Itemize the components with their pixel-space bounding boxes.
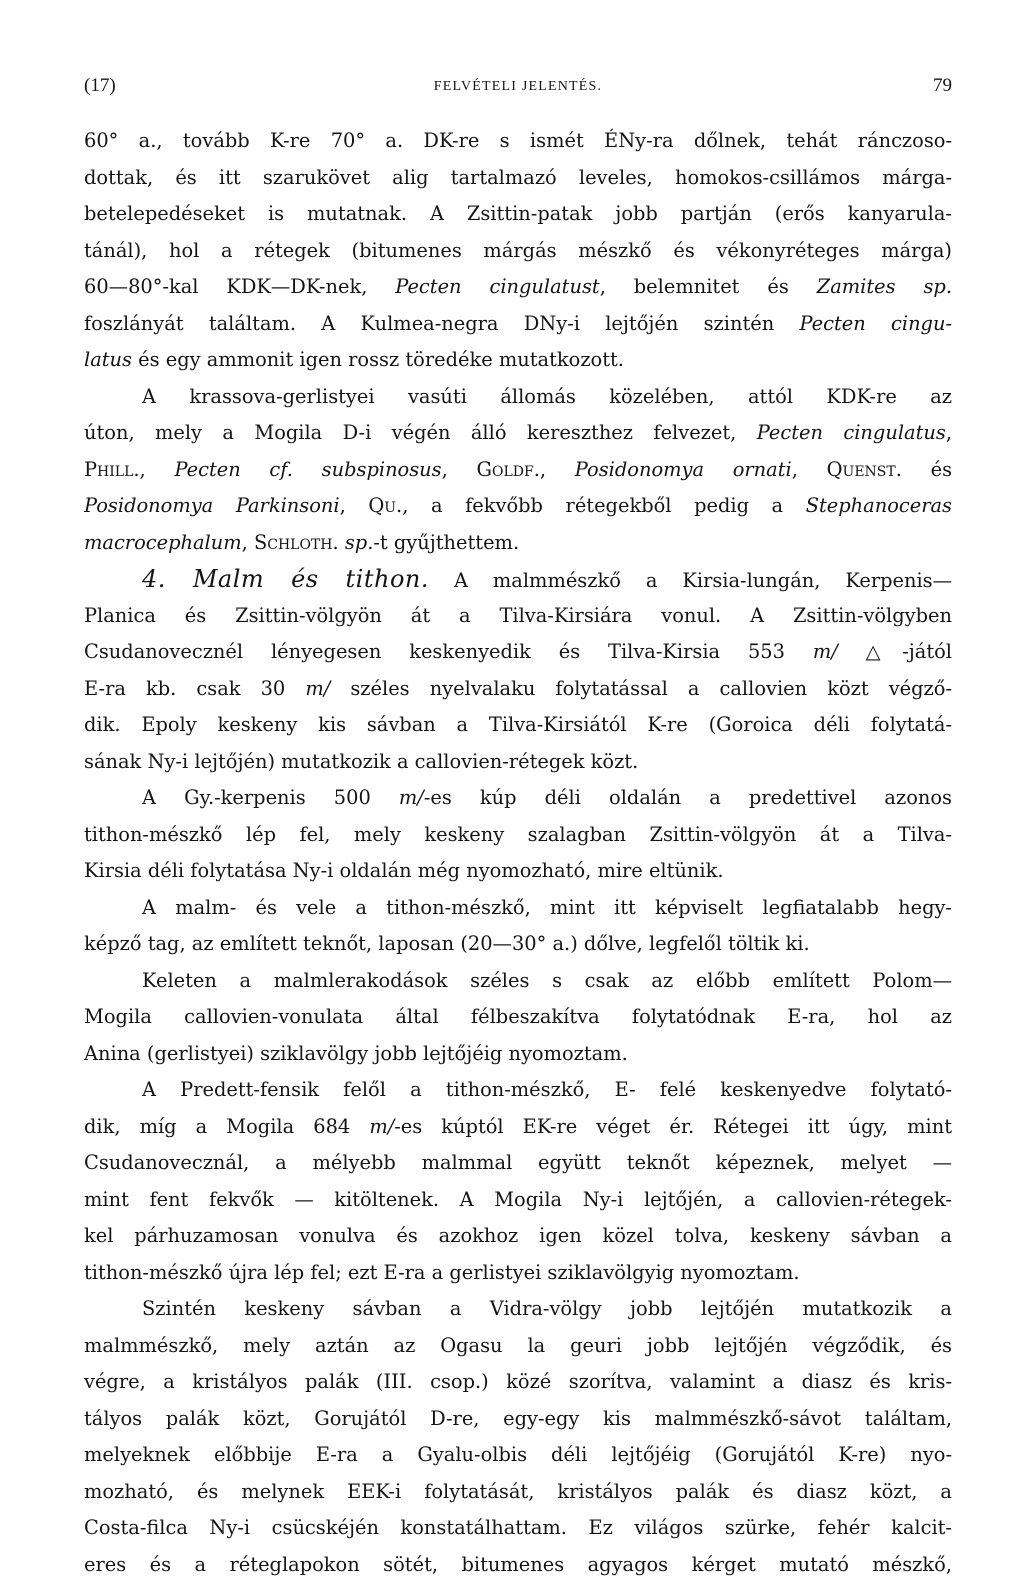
text-run: , (242, 531, 254, 554)
text-line (84, 233, 952, 270)
chapter-number: (17) (84, 73, 116, 99)
text-line (84, 1364, 952, 1401)
text-line (84, 1109, 952, 1146)
text-line (84, 342, 952, 379)
text-run: A malmmészkő a Kirsia-lungán, Kerpenis— (429, 569, 952, 592)
text-run: , a fekvőbb rétegekből pedig a (402, 494, 805, 517)
text-run: malmmészkő, mely aztán az Ogasu la geuri jobb lejtőjén végződik, és (84, 1334, 952, 1357)
text-run: dik. Epoly keskeny kis sávban a Tilva-Kirsiától K-re (Goroica déli folytatá- (84, 713, 952, 736)
text-run: és egy ammonit igen rossz töredéke mutatkozott. (132, 348, 624, 371)
text-run: Schloth. (254, 531, 339, 554)
text-line (84, 817, 952, 854)
text-line (84, 561, 952, 598)
text-run: és (902, 458, 952, 481)
text-run: Szintén keskeny sávban a Vidra-völgy jobb lejtőjén mutatkozik a (142, 1297, 952, 1320)
text-line (84, 634, 952, 671)
text-run: tithon-mészkő lép fel, mely keskeny szalagban Zsittin-völgyön át a Tilva- (84, 823, 952, 846)
text-run: végre, a kristályos palák (III. csop.) közé szorítva, valamint a diasz és kris- (84, 1370, 952, 1393)
text-run: tithon-mészkő újra lép fel; ezt E-ra a gerlistyei sziklavölgyig nyomoztam. (84, 1261, 800, 1284)
text-run: Pecten cingulatust (395, 275, 599, 298)
text-line (84, 379, 952, 416)
text-run: -es kúptól EK-re véget ér. Rétegei itt úgy, mint (394, 1115, 952, 1138)
text-line (84, 123, 952, 160)
text-line (84, 1401, 952, 1438)
text-run: A krassova-gerlistyei vasúti állomás közelében, attól KDK-re az (142, 385, 952, 408)
text-run: 60—80°-kal KDK—DK-nek, (84, 275, 395, 298)
text-run: betelepedéseket is mutatnak. A Zsittin-patak jobb partján (erős kanyarula- (84, 202, 952, 225)
text-run: Kirsia déli folytatása Ny-i oldalán még nyomozható, mire eltünik. (84, 859, 724, 882)
text-line (84, 707, 952, 744)
text-run: A Gy.-kerpenis 500 (142, 786, 399, 809)
text-run: m/ (305, 677, 330, 700)
text-run: dottak, és itt szarukövet alig tartalmazó leveles, homokos-csillámos márga- (84, 166, 952, 189)
body-text (84, 123, 952, 1583)
page-header (84, 73, 952, 99)
text-run: széles nyelvalaku folytatással a callovien közt végző- (330, 677, 952, 700)
text-line (84, 525, 952, 562)
text-run: , belemnitet és (600, 275, 817, 298)
text-run: -es kúp déli oldalán a predettivel azonos (424, 786, 952, 809)
text-run: Goldf. (477, 458, 540, 481)
text-line (84, 926, 952, 963)
text-run: Pecten cingulatus (757, 421, 946, 444)
text-line (84, 1072, 952, 1109)
text-line (84, 1182, 952, 1219)
text-line (84, 1218, 952, 1255)
text-run: Anina (gerlistyei) sziklavölgy jobb lejtőjéig nyomoztam. (84, 1042, 628, 1065)
text-line (84, 1145, 952, 1182)
text-line (84, 1547, 952, 1583)
text-run: Posidonomya Parkinsoni (84, 494, 340, 517)
text-line (84, 1328, 952, 1365)
text-line (84, 160, 952, 197)
text-run: , (946, 421, 952, 444)
text-run: △-jától (838, 640, 952, 663)
text-line (84, 269, 952, 306)
text-run: E-ra kb. csak 30 (84, 677, 305, 700)
text-run: tánál), hol a rétegek (bitumenes márgás mészkő és vékonyréteges márga) (84, 239, 952, 262)
text-run: sának Ny-i lejtőjén) mutatkozik a callovien-rétegek közt. (84, 750, 638, 773)
text-run: -t gyűjthettem. (373, 531, 519, 554)
text-run: 60° a., tovább K-re 70° a. DK-re s ismét ÉNy-ra dőlnek, tehát ránczoso- (84, 129, 952, 152)
text-run: Keleten a malmlerakodások széles s csak az előbb említett Polom— (142, 969, 952, 992)
text-run: Qu. (368, 494, 402, 517)
text-line (84, 963, 952, 1000)
text-line (84, 488, 952, 525)
text-run: , (540, 458, 575, 481)
text-run: sp. (345, 531, 374, 554)
text-line (84, 890, 952, 927)
text-run: mint fent fekvők — kitöltenek. A Mogila Ny-i lejtőjén, a callovien-rétegek- (84, 1188, 952, 1211)
text-line (84, 780, 952, 817)
text-run: Phill. (84, 458, 140, 481)
text-run: melyeknek előbbije E-ra a Gyalu-olbis déli lejtőjéig (Gorujától K-re) nyo- (84, 1443, 952, 1466)
text-run: , (340, 494, 369, 517)
text-line (84, 1036, 952, 1073)
text-run: foszlányát találtam. A Kulmea-negra DNy-i lejtőjén szintén (84, 312, 799, 335)
text-line (84, 196, 952, 233)
text-run: Csudanovecznél lényegesen keskenyedik és Tilva-Kirsia 553 (84, 640, 813, 663)
text-run: eres és a réteglapokon sötét, bitumenes agyagos kérget mutató mészkő, (84, 1553, 952, 1576)
text-run: Zamites sp. (817, 275, 952, 298)
text-line (84, 744, 952, 781)
text-run: , (140, 458, 175, 481)
text-line (84, 306, 952, 343)
text-run: A Predett-fensik felől a tithon-mészkő, E- felé keskenyedve folytató- (142, 1078, 952, 1101)
text-run: dik, míg a Mogila 684 (84, 1115, 369, 1138)
text-run: kel párhuzamosan vonulva és azokhoz igen közel tolva, keskeny sávban a (84, 1224, 952, 1247)
text-run: , (792, 458, 827, 481)
text-run: képző tag, az említett teknőt, laposan (20—30° a.) dőlve, legfelől töltik ki. (84, 932, 810, 955)
text-line (84, 671, 952, 708)
text-run: latus (84, 348, 132, 371)
text-line (84, 1291, 952, 1328)
text-run: tályos palák közt, Gorujától D-re, egy-egy kis malmmészkő-sávot találtam, (84, 1407, 952, 1430)
text-line (84, 415, 952, 452)
text-run: m/ (369, 1115, 394, 1138)
text-line (84, 1474, 952, 1511)
section-heading: 4. Malm és tithon. (142, 565, 429, 593)
text-run: Stephanoceras (806, 494, 952, 517)
text-line (84, 999, 952, 1036)
running-title: FELVÉTELI JELENTÉS. (84, 74, 952, 100)
page-number: 79 (933, 73, 952, 99)
text-run: Csudanovecznál, a mélyebb malmmal együtt teknőt képeznek, melyet — (84, 1151, 952, 1174)
text-line (84, 1510, 952, 1547)
text-run: mozható, és melynek EEK-i folytatását, kristályos palák és diasz közt, a (84, 1480, 952, 1503)
text-line (84, 853, 952, 890)
text-run: Mogila callovien-vonulata által félbeszakítva folytatódnak E-ra, hol az (84, 1005, 952, 1028)
text-run: Pecten cf. subspinosus (174, 458, 441, 481)
text-run: , (442, 458, 477, 481)
text-run: Pecten cingu- (799, 312, 952, 335)
text-line (84, 452, 952, 489)
text-line (84, 1255, 952, 1292)
text-run: úton, mely a Mogila D-i végén álló kereszthez felvezet, (84, 421, 757, 444)
text-run: Quenst. (827, 458, 902, 481)
text-run: A malm- és vele a tithon-mészkő, mint itt képviselt legfiatalabb hegy- (142, 896, 952, 919)
text-run: Costa-filca Ny-i csücskéjén konstatálhattam. Ez világos szürke, fehér kalcit- (84, 1516, 952, 1539)
text-run: Planica és Zsittin-völgyön át a Tilva-Kirsiára vonul. A Zsittin-völgyben (84, 604, 952, 627)
text-run: m/ (399, 786, 424, 809)
text-run: m/ (813, 640, 838, 663)
text-line (84, 1437, 952, 1474)
text-run: Posidonomya ornati (575, 458, 792, 481)
text-run: macrocephalum (84, 531, 242, 554)
text-line (84, 598, 952, 635)
